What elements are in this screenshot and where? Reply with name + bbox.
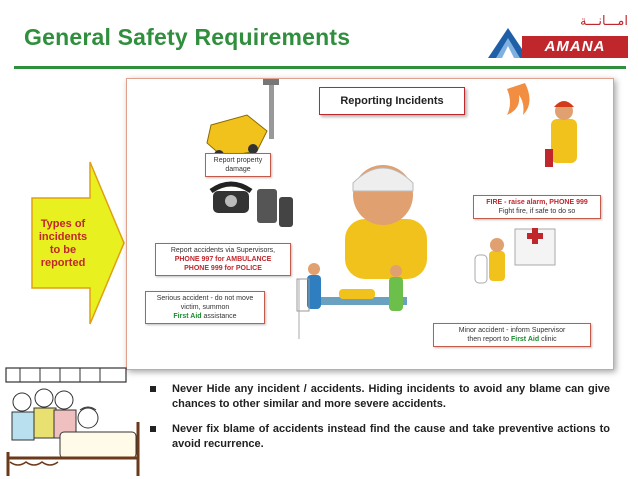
callout-serious-line2: victim, summon xyxy=(180,304,230,311)
bullet-text: Never Hide any incident / accidents. Hiding incidents to avoid any blame can give chances to other similar and more severe accidents. xyxy=(172,383,610,410)
bullet-marker-icon xyxy=(150,426,156,432)
callout-ambulance-line: PHONE 997 for AMBULANCE xyxy=(174,256,272,263)
callout-fire-line1: FIRE - raise alarm, PHONE 999 xyxy=(486,199,588,206)
callout-property-text: Report property damage xyxy=(213,157,263,173)
logo-wordmark: AMANA xyxy=(522,36,628,58)
callout-fire xyxy=(473,195,601,219)
callout-report-accidents xyxy=(155,243,291,276)
callout-minor-line2: then report to xyxy=(467,336,510,343)
bullet-item xyxy=(150,422,610,452)
callout-property-damage xyxy=(205,153,271,177)
callout-serious-accident xyxy=(145,291,265,324)
logo-arabic-text: امـــانـــة xyxy=(580,14,628,29)
reporting-incidents-panel xyxy=(126,78,614,370)
arrow-label: Types of incidents to be reported xyxy=(38,218,88,269)
reporting-incidents-heading: Reporting Incidents xyxy=(319,87,465,115)
callout-minor-line3: clinic xyxy=(541,336,557,343)
callout-minor-firstaid: First Aid xyxy=(510,336,540,343)
callout-minor-line1: Minor accident - inform Supervisor xyxy=(458,327,566,334)
callout-serious-firstaid: First Aid xyxy=(173,313,202,320)
company-logo xyxy=(486,14,632,62)
bullet-text: Never fix blame of accidents instead find the cause and take preventive actions to avoid recurrence. xyxy=(172,423,610,450)
callout-serious-line3: assistance xyxy=(203,313,237,320)
bullet-item xyxy=(150,382,610,412)
callout-fire-line2: Fight fire, if safe to do so xyxy=(498,208,576,215)
page-title: General Safety Requirements xyxy=(24,24,351,50)
callout-accidents-line1: Report accidents via Supervisors, xyxy=(170,247,276,254)
bullet-marker-icon xyxy=(150,386,156,392)
callout-minor-accident xyxy=(433,323,591,347)
bullet-list xyxy=(150,382,610,462)
callout-serious-line1: Serious accident - do not move xyxy=(156,295,254,302)
title-divider xyxy=(14,66,626,69)
patient-bed-cartoon-icon xyxy=(0,362,146,479)
callout-police-line: PHONE 999 for POLICE xyxy=(184,265,262,272)
